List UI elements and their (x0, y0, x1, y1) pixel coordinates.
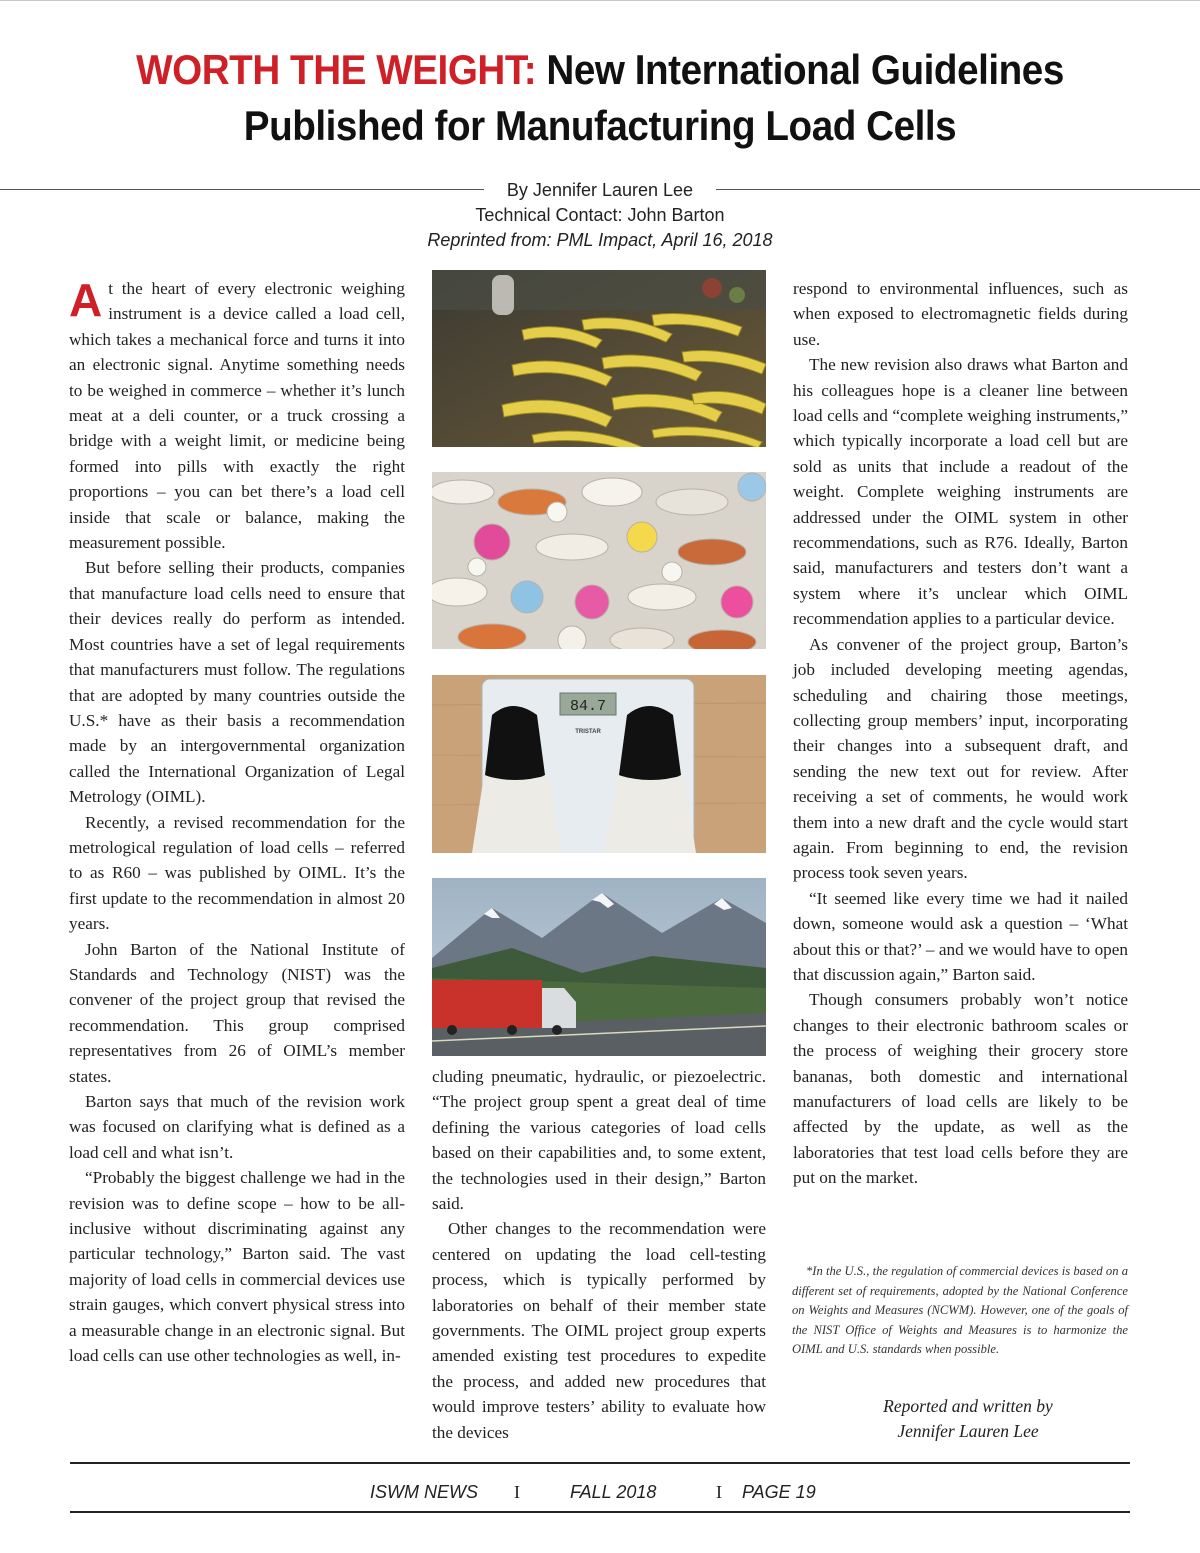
headline-title-part-2: Published for Manufacturing Load Cells (243, 102, 957, 149)
paragraph: respond to environmental influences, such as when exposed to electromagnetic fields during use. (793, 279, 1128, 349)
paragraph: “It seemed like every time we had it nailed down, someone would ask a question – ‘What about this or that?’ – and we would have to open that discussion again,” Barton said. (793, 888, 1128, 984)
headline-kicker: WORTH THE WEIGHT: (136, 46, 537, 93)
byline-author: By Jennifer Lauren Lee (495, 178, 705, 203)
paragraph: But before selling their products, companies that manufacture load cells need to ensure that their devices really do perform as intended. Most countries have a set of legal requirements that manufacturers must follow. The regulations that are adopted by many countries outside the U.S.* have as their basis a recommendation made by an intergovernmental organization called the International Organization of Legal Metrology (OIML). (69, 558, 405, 807)
headline (48, 42, 1152, 154)
page-footer (0, 1480, 1200, 1506)
paragraph: Barton says that much of the revision work was focused on clarifying what is defined as a load cell and what isn’t. (69, 1092, 405, 1162)
paragraph: Though consumers probably won’t notice changes to their electronic bathroom scales or the process of weighing their grocery store bananas, both domestic and international manufacturers of load cells are likely to be affected by the update, as well as the laboratories that test load cells before they are put on the market. (793, 990, 1128, 1188)
paragraph: As convener of the project group, Barton’s job included developing meeting agendas, scheduling and chairing those meetings, collecting group members’ input, incorporating their changes into a subsequent draft, and sending the new text out for review. After receiving a set of comments, he would work them into a new draft and the cycle would start again. From beginning to end, the revision process took seven years. (793, 634, 1128, 883)
top-rule (0, 0, 1200, 1)
signoff-line-1: Reported and written by (883, 1396, 1053, 1416)
footer-issue: FALL 2018 (570, 1482, 657, 1502)
footer-separator: I (716, 1482, 722, 1502)
paragraph: At the heart of every electronic weighing instrument is a device called a load cell, which takes a mechanical force and turns it into an electronic signal. Anytime something needs to be weighed in commerce – whether it’s lunch meat at a deli counter, or a truck crossing a bridge with a weight limit, or medicine being formed into pills with exactly the right proportions – you can bet there’s a load cell inside that scale or balance, making the measurement possible. (69, 274, 405, 553)
scale-readout: 84.7 (569, 698, 607, 715)
drop-cap: A (69, 274, 103, 326)
paragraph: “Probably the biggest challenge we had in the revision was to define scope – how to be all-inclusive without discriminating against any particular technology,” Barton said. The vast majority of load cells in commercial devices use strain gauges, which convert physical stress into a measurable change in an electronic signal. But load cells can use other technologies as well, in- (69, 1168, 405, 1366)
footer-page-number: PAGE 19 (742, 1482, 816, 1502)
bananas-photo (432, 270, 766, 447)
byline (0, 178, 1200, 253)
footer-rule-top (70, 1462, 1130, 1464)
scale-brand: TRISTAR (575, 729, 601, 735)
paragraph: Other changes to the recommendation were centered on updating the load cell-testing process, which is typically performed by laboratories on behalf of their member state governments. The OIML project group experts amended existing test procedures to expedite the process, and added new procedures that would improve testers’ ability to evaluate how the devices (432, 1219, 766, 1442)
signoff-author: Jennifer Lauren Lee (897, 1421, 1039, 1441)
pills-photo (432, 472, 766, 649)
article-column-1 (69, 276, 405, 1368)
bathroom-scale-photo (432, 675, 766, 853)
footer-publication: ISWM NEWS (370, 1482, 478, 1502)
signoff (792, 1394, 1144, 1444)
footer-separator: I (514, 1482, 520, 1502)
headline-title-part-1: New International Guidelines (546, 46, 1064, 93)
byline-contact: Technical Contact: John Barton (475, 205, 725, 225)
paragraph: cluding pneumatic, hydraulic, or piezoelectric. “The project group spent a great deal of time defining the various categories of load cells based on their capabilities and, to some extent, the technologies used in their design,” Barton said. (432, 1067, 766, 1214)
paragraph: John Barton of the National Institute of Standards and Technology (NIST) was the convener of the project group that revised the recommendation. This group comprised representatives from 26 of OIML’s member states. (69, 939, 405, 1086)
footnote: *In the U.S., the regulation of commercial devices is based on a different set of requirements, adopted by the National Conference on Weights and Measures (NCWM). However, one of the goals of the NIST Office of Weights and Measures is to harmonize the OIML and U.S. standards when possible. (792, 1264, 1128, 1357)
article-column-3 (793, 276, 1128, 1191)
truck-mountains-photo (432, 878, 766, 1056)
article-column-2 (432, 1064, 766, 1445)
headline-line-1 (48, 42, 1152, 98)
footer-rule-bottom (70, 1511, 1130, 1513)
byline-reprint: Reprinted from: PML Impact, April 16, 2018 (427, 230, 773, 250)
paragraph: The new revision also draws what Barton and his colleagues hope is a cleaner line between load cells and “complete weighing instruments,” which typically incorporate a load cell but are sold as units that include a readout of the weight. Complete weighing instruments are addressed under the OIML system in other recommendations, such as R76. Ideally, Barton said, manufacturers and testers don’t want a system where it’s unclear which OIML recommendation applies to a particular device. (793, 355, 1128, 629)
paragraph: Recently, a revised recommendation for the metrological regulation of load cells – referred to as R60 – was published by OIML. It’s the first update to the recommendation in almost 20 years. (69, 812, 405, 934)
